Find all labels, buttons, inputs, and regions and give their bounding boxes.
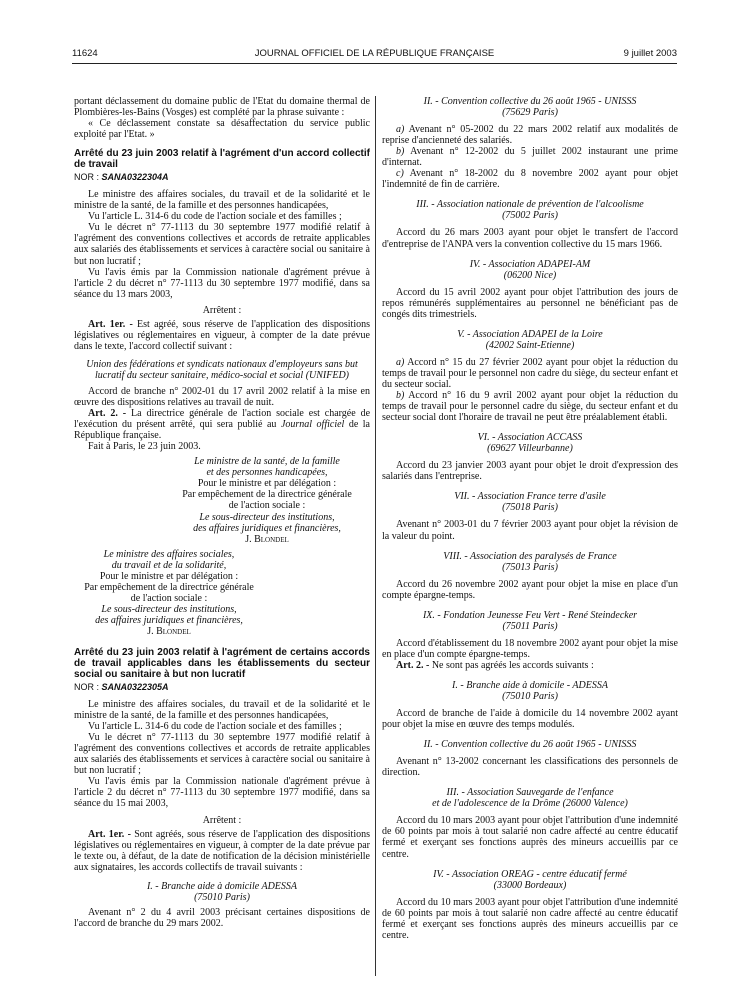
decree-1-fait: Fait à Paris, le 23 juin 2003. xyxy=(88,441,201,453)
decree-1-nor: NOR : SANA0322304A xyxy=(74,172,169,183)
page-header xyxy=(72,48,677,62)
decree-1-signature-2: Le ministre des affaires sociales, du travail et de la solidarité, Pour le ministre et par délégation : Par empêchement de la directrice générale de l'action sociale : Le sous-directeur des institutions, des affaires juridiques et financières, J. Blondel xyxy=(84,548,254,637)
page-number: 11624 xyxy=(72,48,98,59)
section-2-item-a: a) Avenant n° 05-2002 du 22 mars 2002 relatif aux modalités de reprise d'ancienneté des salariés. xyxy=(382,124,678,147)
rejected-4-location: (33000 Bordeaux) xyxy=(493,879,567,891)
decree-1-article-2: Art. 2. - La directrice générale de l'action sociale est chargée de l'exécution du présent arrêté, qui sera publié au Journal officiel de la République française. xyxy=(74,408,371,442)
decree-2-section-1-text: Avenant n° 2 du 4 avril 2003 précisant certaines dispositions de l'accord de branche du 29 mars 2002. xyxy=(74,906,370,929)
decree-1-accord: Accord de branche n° 2002-01 du 17 avril 2002 relatif à la mise en œuvre des dispositions relatives au travail de nuit. xyxy=(74,385,370,409)
article-2: Art. 2. - Ne sont pas agréés les accords suivants : xyxy=(396,659,594,671)
section-3-text: Accord du 26 mars 2003 ayant pour objet le transfert de l'accord d'entreprise de l'ANPA vers la convention collective du 15 mars 1966. xyxy=(382,227,678,250)
section-7-heading: VII. - Association France terre d'asile xyxy=(454,491,606,503)
section-7-location: (75018 Paris) xyxy=(502,502,558,514)
section-2-location: (75629 Paris) xyxy=(502,107,558,119)
section-9-heading: IX. - Fondation Jeunesse Feu Vert - René Steindecker xyxy=(422,609,638,621)
rejected-4-text: Accord du 10 mars 2003 ayant pour objet l'attribution d'une indemnité de 60 points par mois à tout salarié non cadre affecté au centre éducatif fermé et exerçant ses fonctions auprès des mineurs accueillis par ce centre. xyxy=(382,896,678,941)
left-column xyxy=(74,96,370,929)
decree-2-visa-3: Vu l'avis émis par la Commission nationale d'agrément prévue à l'article 2 du décret n° 77-1113 du 30 septembre 1977 modifié, dans sa séance du 15 mai 2003, xyxy=(74,776,370,810)
quote-text: « Ce déclassement constate sa désaffectation du service public exploité par l'Etat. » xyxy=(74,118,370,141)
section-2-item-b: b) Avenant n° 12-2002 du 5 juillet 2002 instaurant une prime d'internat. xyxy=(382,146,678,169)
section-6-text: Accord du 23 janvier 2003 ayant pour objet le droit d'expression des salariés dans l'entreprise. xyxy=(382,460,678,483)
right-column xyxy=(382,96,678,941)
section-3-location: (75002 Paris) xyxy=(502,210,558,222)
rejected-1-location: (75010 Paris) xyxy=(502,691,558,703)
section-2-item-c: c) Avenant n° 18-2002 du 8 novembre 2002 ayant pour objet l'indemnité de fin de carrière. xyxy=(382,168,678,191)
section-9-text: Accord d'établissement du 18 novembre 2002 ayant pour objet la mise en place d'un compte épargne-temps. xyxy=(382,637,678,660)
intro-text: portant déclassement du domaine public de l'Etat du domaine thermal de Plombières-les-Bains (Vosges) est complété par la phrase suivante : xyxy=(74,96,370,119)
issue-date: 9 juillet 2003 xyxy=(623,48,677,59)
section-9-location: (75011 Paris) xyxy=(502,620,558,632)
section-7-text: Avenant n° 2003-01 du 7 février 2003 ayant pour objet la révision de la valeur du point. xyxy=(382,519,678,542)
journal-title: JOURNAL OFFICIEL DE LA RÉPUBLIQUE FRANÇAISE xyxy=(254,48,495,59)
decree-2-section-1-location: (75010 Paris) xyxy=(194,891,250,903)
decree-1-visa-3: Vu l'avis émis par la Commission nationale d'agrément prévue à l'article 2 du décret n° 77-1113 du 30 septembre 1977 modifié, dans sa séance du 13 mars 2003, xyxy=(74,266,370,300)
rejected-1-heading: I. - Branche aide à domicile - ADESSA xyxy=(452,679,608,691)
decree-1-arretent: Arrêtent : xyxy=(202,304,242,316)
header-rule xyxy=(72,63,677,64)
decree-1-preamble: Le ministre des affaires sociales, du travail et de la solidarité et le ministre de la santé, de la famille et des personnes handicapées, xyxy=(74,189,370,212)
section-4-location: (06200 Nice) xyxy=(503,269,557,281)
section-6-location: (69627 Villeurbanne) xyxy=(487,443,573,455)
section-5-heading: V. - Association ADAPEI de la Loire xyxy=(457,328,603,340)
rejected-4-heading: IV. - Association OREAG - centre éducatif fermé xyxy=(433,868,627,880)
decree-1-title: Arrêté du 23 juin 2003 relatif à l'agrément d'un accord collectif de travail xyxy=(74,148,370,171)
rejected-3-location: et de l'adolescence de la Drôme (26000 Valence) xyxy=(432,798,628,810)
decree-2-title: Arrêté du 23 juin 2003 relatif à l'agrément de certains accords de travail applicables dans les établissements du secteur social ou sanitaire à but non lucratif xyxy=(74,647,370,681)
rejected-3-heading: III. - Association Sauvegarde de l'enfance xyxy=(446,787,614,799)
section-8-location: (75013 Paris) xyxy=(502,561,558,573)
section-4-text: Accord du 15 avril 2002 ayant pour objet l'attribution des jours de repos rémunérés supplémentaires au personnel ne bénéficiant pas de congés dits trimestriels. xyxy=(382,286,678,320)
rejected-3-text: Accord du 10 mars 2003 ayant pour objet l'attribution d'une indemnité de 60 points par mois à tout salarié non cadre affecté au centre éducatif fermé et exerçant ses fonctions auprès des mineurs accueillis par ce centre. xyxy=(382,815,678,860)
column-divider xyxy=(375,96,376,976)
decree-1-visa-2: Vu le décret n° 77-1113 du 30 septembre 1977 modifié relatif à l'agrément des conventions collectives et accords de retraite applicables aux salariés des établissements et services à caractère social ou sanitaire à but non lucratif ; xyxy=(74,222,370,267)
decree-2-arretent: Arrêtent : xyxy=(202,814,242,826)
section-5-location: (42002 Saint-Etienne) xyxy=(485,339,575,351)
decree-2-visa-2: Vu le décret n° 77-1113 du 30 septembre 1977 modifié relatif à l'agrément des conventions collectives et accords de retraite applicables aux salariés des établissements et services à caractère social ou sanitaire à but non lucratif ; xyxy=(74,732,370,777)
decree-1-union: Union des fédérations et syndicats nationaux d'employeurs sans but lucratif du secteur sanitaire, médico-social et social (UNIFED) xyxy=(86,358,358,381)
section-4-heading: IV. - Association ADAPEI-AM xyxy=(469,258,591,270)
section-5-item-a: a) Accord n° 15 du 27 février 2002 ayant pour objet la réduction du temps de travail pour le personnel non cadre du siège, du secteur enfant et du secteur social. xyxy=(382,356,679,390)
decree-2-article-1: Art. 1er. - Sont agréés, sous réserve de l'application des dispositions législatives ou réglementaires en vigueur, à compter de la date prévue par le texte ou, à défaut, de la date de notification de la décision ministérielle aux signataires, les accords collectifs de travail suivants : xyxy=(74,828,370,873)
section-8-text: Accord du 26 novembre 2002 ayant pour objet la mise en place d'un compte épargne-temps. xyxy=(382,578,678,601)
rejected-1-text: Accord de branche de l'aide à domicile du 14 novembre 2002 ayant pour objet la mise en œuvre des temps modulés. xyxy=(382,708,678,731)
decree-1-visa-1: Vu l'article L. 314-6 du code de l'action sociale et des familles ; xyxy=(88,211,342,223)
decree-2-preamble: Le ministre des affaires sociales, du travail et de la solidarité et le ministre de la santé, de la famille et des personnes handicapées, xyxy=(74,699,370,722)
rejected-2-text: Avenant n° 13-2002 concernant les classifications des personnels de direction. xyxy=(382,756,678,779)
decree-2-nor: NOR : SANA0322305A xyxy=(74,682,169,693)
decree-1-signature-1: Le ministre de la santé, de la famille et des personnes handicapées, Pour le ministre et par délégation : Par empêchement de la directrice générale de l'action sociale : Le sous-directeur des institutions, des affaires juridiques et financières, J. Blondel xyxy=(182,456,352,545)
section-2-heading: II. - Convention collective du 26 août 1965 - UNISSS xyxy=(423,96,637,107)
section-8-heading: VIII. - Association des paralysés de France xyxy=(443,550,617,562)
section-3-heading: III. - Association nationale de prévention de l'alcoolisme xyxy=(416,199,644,211)
decree-2-visa-1: Vu l'article L. 314-6 du code de l'action sociale et des familles ; xyxy=(88,721,342,733)
rejected-2-heading: II. - Convention collective du 26 août 1965 - UNISSS xyxy=(423,739,637,751)
decree-2-section-1-heading: I. - Branche aide à domicile ADESSA xyxy=(146,880,298,892)
section-6-heading: VI. - Association ACCASS xyxy=(477,432,583,444)
section-5-item-b: b) Accord n° 16 du 9 avril 2002 ayant pour objet la réduction du temps de travail pour le personnel cadre du siège, du secteur enfant et du secteur social dont l'horaire de travail ne peut être préalablement établi. xyxy=(382,390,678,424)
decree-1-article-1: Art. 1er. - Est agréé, sous réserve de l'application des dispositions législatives ou réglementaires en vigueur, à compter de la date prévue dans le texte, l'accord collectif suivant : xyxy=(74,318,370,352)
